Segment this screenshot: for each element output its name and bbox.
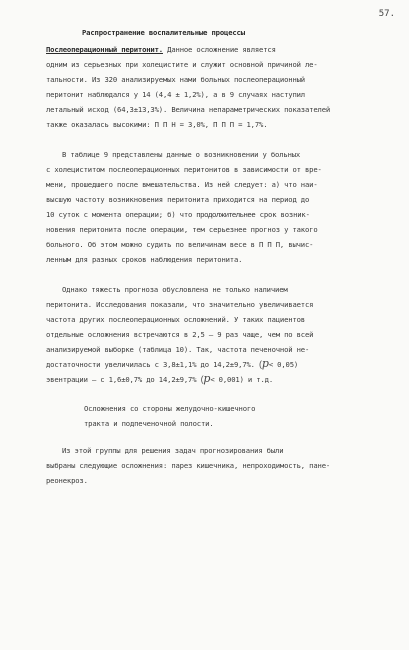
page-heading: Распространение воспалительные процессы xyxy=(82,28,245,37)
para3-line2: перитонита. Исследования показали, что значительно увеличивается xyxy=(46,300,314,309)
para2-line5-pre: 10 суток с момента операции; б) что xyxy=(46,210,197,219)
para4-line1: Из этой группы для решения задач прогнозирования были xyxy=(62,446,284,455)
para3-line6-pre: достаточности увеличилась с 3,8±1,1% до 14,2±9,7%. xyxy=(46,360,260,369)
para3-line3: частота других послеоперационных осложнений. У таких пациентов xyxy=(46,315,305,324)
section-title-line1: Осложнения со стороны желудочно-кишечного xyxy=(84,404,256,413)
p-condition-2: < 0,001) xyxy=(210,375,244,384)
para2-line1: В таблице 9 представлены данные о возникновении у больных xyxy=(62,150,301,159)
page-number: 57. xyxy=(378,9,395,19)
para1-line1 xyxy=(46,45,276,54)
para3-line6 xyxy=(46,359,298,369)
p-paren-open-2: ( xyxy=(200,374,204,384)
para2-line2: с холециститом послеоперационных перитонитов в зависимости от вре- xyxy=(46,165,322,174)
para1-term: Послеоперационный перитонит. xyxy=(46,45,163,54)
para1-line2: одним из серьезных при холецистите и служит основной причиной ле- xyxy=(46,60,318,69)
para3-line5: анализируемой выборке (таблица 10). Так, частота печеночной не- xyxy=(46,345,310,354)
para2-insert-word: продолжительнее xyxy=(196,210,256,219)
para4-line3: реонекроз. xyxy=(46,476,88,485)
para2-line5-post: срок возник- xyxy=(255,210,310,219)
para2-line8: ленным для разных сроков наблюдения перитонита. xyxy=(46,255,243,264)
p-symbol-2: p xyxy=(203,372,211,385)
para1-line4: перитонит наблюдался у 14 (4,4 ± 1,2%), а в 9 случаях наступил xyxy=(46,90,305,99)
para1-line6: также оказалась высокими: П П Н = 3,0%, П П П = 1,7%. xyxy=(46,120,268,129)
section-title-line2: тракта и подпеченочной полости. xyxy=(84,419,214,428)
para2-line5 xyxy=(46,210,310,219)
para3-line4: отдельные осложнения встречаются в 2,5 – 9 раз чаще, чем по всей xyxy=(46,330,314,339)
para1-line3: тальности. Из 320 анализируемых нами больных послеоперационный xyxy=(46,75,305,84)
p-paren-open: ( xyxy=(259,359,262,369)
para3-line7-post: и т.д. xyxy=(243,375,273,384)
p-symbol: p xyxy=(261,357,269,370)
para1-line5: летальный исход (64,3±13,3%). Величина непараметрических показателей xyxy=(46,105,331,114)
para2-line3: мени, прошедшего после вмешательства. Из ней следует: а) что наи- xyxy=(46,180,318,189)
para1-text1: Данное осложнение является xyxy=(167,45,276,54)
para2-line7: больного. Об этом можно судить по величинам весе в П П П, вычис- xyxy=(46,240,314,249)
para2-line6: новения перитонита после операции, тем серьезнее прогноз у такого xyxy=(46,225,318,234)
para3-line1: Однако тяжесть прогноза обусловлена не только наличием xyxy=(62,285,288,294)
para3-line7-pre: эвентрации – с 1,6±0,7% до 14,2±9,7% xyxy=(46,375,201,384)
para4-line2: выбраны следующие осложнения: парез кишечника, непроходимость, пане- xyxy=(46,461,331,470)
p-condition: < 0,05) xyxy=(268,360,299,369)
para3-line7 xyxy=(46,374,273,384)
para2-line4: высшую частоту возникновения перитонита приходится на период до xyxy=(46,195,310,204)
